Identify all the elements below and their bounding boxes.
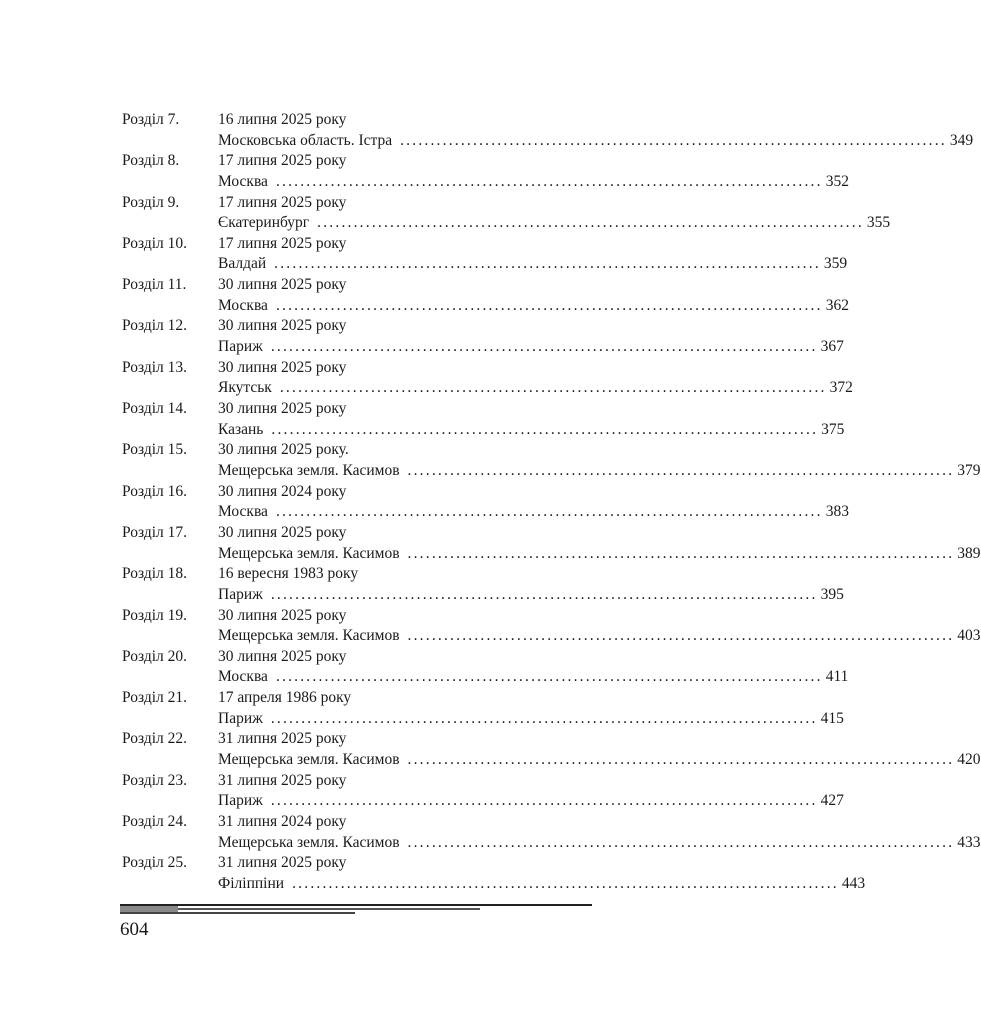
toc-entry bbox=[122, 647, 849, 688]
chapter-page-number: 395 bbox=[820, 585, 844, 603]
chapter-date: 30 липня 2024 року bbox=[218, 482, 347, 500]
chapter-place-row bbox=[218, 378, 853, 399]
chapter-page-number: 372 bbox=[829, 379, 853, 397]
chapter-page-number: 362 bbox=[825, 296, 849, 314]
chapter-label: Розділ 7. bbox=[122, 111, 180, 128]
chapter-place-row bbox=[218, 461, 981, 482]
chapter-date: 31 липня 2024 року bbox=[218, 813, 347, 831]
dot-leader: .......................................................................................... bbox=[270, 792, 818, 810]
toc-entry bbox=[122, 316, 844, 357]
chapter-label: Розділ 20. bbox=[122, 647, 188, 665]
chapter-place: Якутськ bbox=[218, 379, 272, 397]
chapter-date: 17 липня 2025 року bbox=[218, 152, 347, 170]
chapter-date: 30 липня 2025 року bbox=[218, 647, 347, 665]
chapter-page-number: 433 bbox=[957, 833, 981, 851]
chapter-page-number: 415 bbox=[820, 709, 844, 727]
toc-entry bbox=[122, 110, 974, 151]
toc-entry bbox=[122, 606, 981, 647]
chapter-place: Мещерська земля. Касимов bbox=[218, 751, 400, 769]
dot-leader: .......................................................................................... bbox=[270, 585, 818, 603]
toc-entry bbox=[122, 234, 848, 275]
chapter-place: Париж bbox=[218, 792, 263, 810]
footer-rule-middle bbox=[178, 908, 480, 910]
chapter-place-row bbox=[218, 626, 981, 647]
chapter-place-row bbox=[218, 709, 844, 730]
chapter-place: Москва bbox=[218, 503, 268, 521]
chapter-page-number: 375 bbox=[821, 420, 845, 438]
chapter-label: Розділ 25. bbox=[122, 854, 188, 872]
chapter-date: 31 липня 2025 року bbox=[218, 771, 347, 789]
chapter-label: Розділ 17. bbox=[122, 523, 188, 541]
dot-leader: .......................................................................................... bbox=[407, 544, 955, 562]
dot-leader: .......................................................................................... bbox=[270, 709, 818, 727]
table-of-contents bbox=[122, 110, 981, 895]
dot-leader: .......................................................................................... bbox=[292, 874, 839, 892]
dot-leader: .......................................................................................... bbox=[275, 668, 823, 686]
toc-entry bbox=[122, 193, 891, 234]
dot-leader: .......................................................................................... bbox=[407, 833, 955, 851]
chapter-page-number: 379 bbox=[957, 461, 981, 479]
toc-entry bbox=[122, 275, 849, 316]
chapter-date: 17 липня 2025 року bbox=[218, 193, 347, 211]
toc-entry bbox=[122, 399, 845, 440]
chapter-place: Мещерська земля. Касимов bbox=[218, 627, 400, 645]
toc-entry bbox=[122, 564, 844, 605]
chapter-date: 30 липня 2025 року bbox=[218, 523, 347, 541]
chapter-label: Розділ 12. bbox=[122, 317, 188, 335]
chapter-label: Розділ 10. bbox=[122, 234, 188, 252]
chapter-place: Москва bbox=[218, 296, 268, 314]
chapter-place-row bbox=[218, 585, 844, 606]
chapter-page-number: 420 bbox=[957, 751, 981, 769]
toc-entry bbox=[122, 812, 981, 853]
chapter-place-row bbox=[218, 502, 849, 523]
chapter-page-number: 383 bbox=[825, 503, 849, 521]
chapter-label: Розділ 18. bbox=[122, 565, 188, 583]
chapter-label: Розділ 11. bbox=[122, 276, 187, 294]
chapter-label: Розділ 9. bbox=[122, 193, 180, 211]
chapter-place-row bbox=[218, 131, 974, 152]
toc-entry bbox=[122, 482, 849, 523]
dot-leader: .......................................................................................... bbox=[279, 379, 827, 397]
chapter-date: 17 липня 2025 року bbox=[218, 234, 347, 252]
chapter-page-number: 359 bbox=[823, 255, 848, 273]
chapter-place-row bbox=[218, 254, 848, 275]
chapter-place-row bbox=[218, 544, 981, 565]
chapter-place-row bbox=[218, 667, 849, 688]
dot-leader: .......................................................................................... bbox=[274, 255, 821, 273]
chapter-place-row bbox=[218, 750, 981, 771]
chapter-page-number: 389 bbox=[957, 544, 981, 562]
chapter-date: 30 липня 2025 року. bbox=[218, 441, 349, 459]
chapter-date: 30 липня 2025 року bbox=[218, 358, 347, 376]
chapter-page-number: 367 bbox=[820, 338, 844, 356]
toc-entry bbox=[122, 688, 844, 729]
chapter-place: Париж bbox=[218, 709, 263, 727]
toc-entry bbox=[122, 440, 981, 481]
chapter-place: Москва bbox=[218, 172, 268, 190]
chapter-place: Париж bbox=[218, 338, 263, 356]
chapter-page-number: 403 bbox=[957, 627, 981, 645]
chapter-date: 31 липня 2025 року bbox=[218, 854, 347, 872]
chapter-place-row bbox=[218, 833, 981, 854]
chapter-page-number: 352 bbox=[825, 172, 849, 190]
page-number: 604 bbox=[120, 919, 149, 940]
chapter-place: Казань bbox=[218, 420, 264, 438]
chapter-label: Розділ 8. bbox=[122, 152, 180, 170]
chapter-date: 31 липня 2025 року bbox=[218, 730, 347, 748]
chapter-page-number: 349 bbox=[949, 131, 974, 149]
chapter-place: Париж bbox=[218, 585, 263, 603]
chapter-label: Розділ 13. bbox=[122, 358, 188, 376]
chapter-place-row bbox=[218, 337, 844, 358]
chapter-place: Валдай bbox=[218, 255, 267, 273]
chapter-place: Мещерська земля. Касимов bbox=[218, 544, 400, 562]
dot-leader: .......................................................................................... bbox=[275, 503, 823, 521]
chapter-place: Єкатеринбург bbox=[218, 214, 310, 232]
chapter-date: 30 липня 2025 року bbox=[218, 400, 347, 418]
chapter-date: 30 липня 2025 року bbox=[218, 317, 347, 335]
chapter-label: Розділ 23. bbox=[122, 771, 188, 789]
chapter-place-row bbox=[218, 791, 844, 812]
footer-rule-bottom bbox=[120, 912, 355, 914]
chapter-label: Розділ 24. bbox=[122, 813, 188, 831]
chapter-date: 16 вересня 1983 року bbox=[218, 565, 359, 583]
toc-entry bbox=[122, 523, 981, 564]
chapter-place-row bbox=[218, 874, 866, 895]
toc-entry bbox=[122, 771, 844, 812]
dot-leader: .......................................................................................... bbox=[407, 627, 955, 645]
chapter-date: 16 липня 2025 року bbox=[218, 111, 347, 128]
toc-entry bbox=[122, 151, 849, 192]
chapter-label: Розділ 15. bbox=[122, 441, 188, 459]
chapter-label: Розділ 14. bbox=[122, 400, 188, 418]
dot-leader: .......................................................................................... bbox=[400, 131, 947, 149]
chapter-place: Мещерська земля. Касимов bbox=[218, 461, 400, 479]
chapter-page-number: 427 bbox=[820, 792, 844, 810]
chapter-place-row bbox=[218, 296, 849, 317]
dot-leader: .......................................................................................... bbox=[407, 461, 955, 479]
dot-leader: .......................................................................................... bbox=[275, 296, 823, 314]
chapter-place-row bbox=[218, 172, 849, 193]
toc-entry bbox=[122, 729, 981, 770]
chapter-label: Розділ 19. bbox=[122, 606, 188, 624]
chapter-place: Філіппіни bbox=[218, 874, 285, 892]
chapter-date: 30 липня 2025 року bbox=[218, 606, 347, 624]
chapter-label: Розділ 21. bbox=[122, 689, 188, 707]
chapter-place: Москва bbox=[218, 668, 268, 686]
toc-entry bbox=[122, 358, 853, 399]
chapter-label: Розділ 22. bbox=[122, 730, 188, 748]
dot-leader: .......................................................................................... bbox=[407, 751, 955, 769]
chapter-place: Московська область. Істра bbox=[218, 131, 393, 149]
chapter-place: Мещерська земля. Касимов bbox=[218, 833, 400, 851]
chapter-date: 30 липня 2025 року bbox=[218, 276, 347, 294]
chapter-date: 17 апреля 1986 року bbox=[218, 689, 352, 707]
chapter-place-row bbox=[218, 420, 845, 441]
dot-leader: .......................................................................................... bbox=[270, 338, 818, 356]
dot-leader: .......................................................................................... bbox=[275, 172, 823, 190]
chapter-page-number: 443 bbox=[841, 874, 866, 892]
chapter-page-number: 411 bbox=[825, 668, 849, 686]
dot-leader: .......................................................................................... bbox=[317, 214, 864, 232]
chapter-page-number: 355 bbox=[866, 214, 891, 232]
dot-leader: .......................................................................................... bbox=[271, 420, 819, 438]
chapter-label: Розділ 16. bbox=[122, 482, 188, 500]
chapter-place-row bbox=[218, 213, 891, 234]
toc-entry bbox=[122, 853, 866, 894]
footer-rule-top bbox=[120, 904, 592, 906]
